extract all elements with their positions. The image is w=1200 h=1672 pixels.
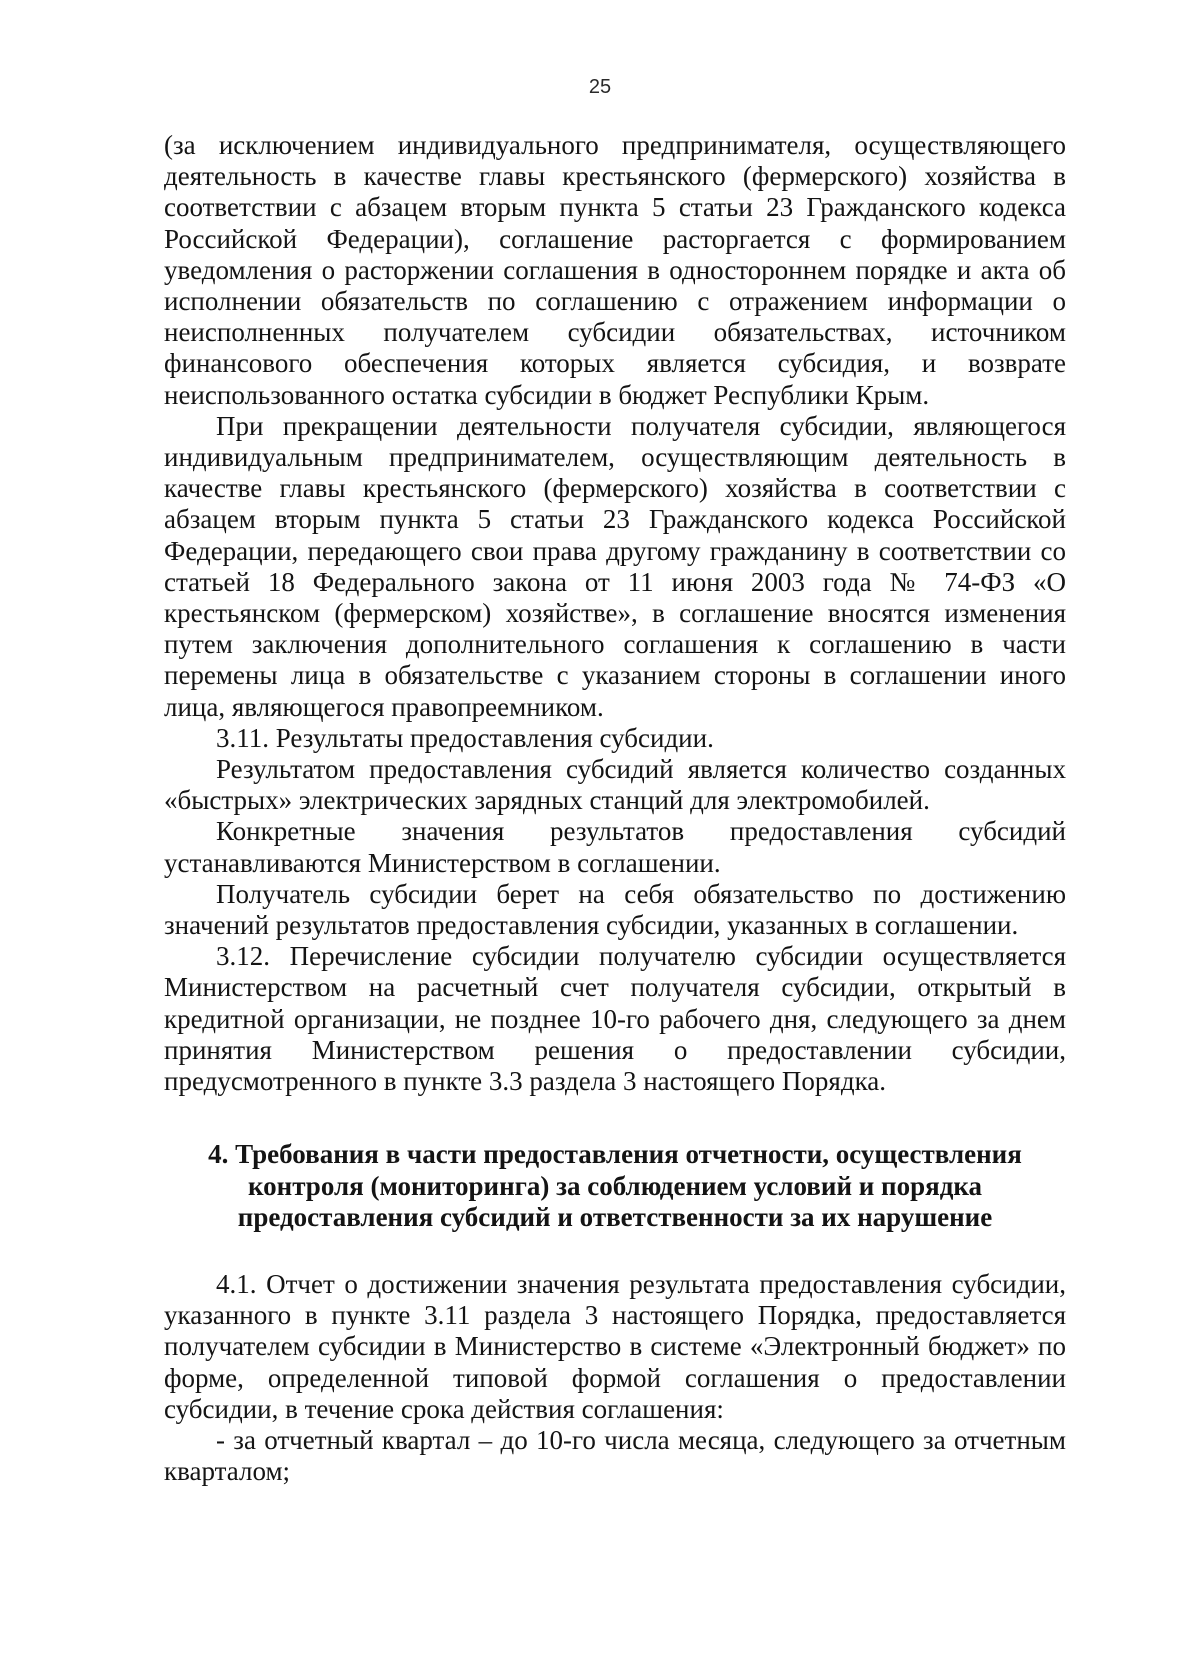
section-heading: 4. Требования в части предоставления отчетности, осуществления контроля (мониторинга) за соблюдением условий и порядка предоставления субсидий и ответственности за их нарушение (208, 1139, 1022, 1232)
paragraph: 4.1. Отчет о достижении значения результата предоставления субсидии, указанного в пункте 3.11 раздела 3 настоящего Порядка, предоставляется получателем субсидии в Министерство в системе «Электронный бюджет» по форме, определенной типовой формой соглашения о предоставлении субсидии, в течение срока действия соглашения: (164, 1268, 1066, 1424)
paragraph: При прекращении деятельности получателя субсидии, являющегося индивидуальным предпринимателем, осуществляющим деятельность в качестве главы крестьянского (фермерского) хозяйства в соответствии с абзацем вторым пункта 5 статьи 23 Гражданского кодекса Российской Федерации, передающего свои права другому гражданину в соответствии со статьей 18 Федерального закона от 11 июня 2003 года № 74-ФЗ «О крестьянском (фермерском) хозяйстве», в соглашение вносятся изменения путем заключения дополнительного соглашения к соглашению в части перемены лица в обязательстве с указанием стороны в соглашении иного лица, являющегося правопреемником. (164, 410, 1066, 722)
paragraph: (за исключением индивидуального предпринимателя, осуществляющего деятельность в качестве главы крестьянского (фермерского) хозяйства в соответствии с абзацем вторым пункта 5 статьи 23 Гражданского кодекса Российской Федерации), соглашение расторгается с формированием уведомления о расторжении соглашения в одностороннем порядке и акта об исполнении обязательств по соглашению с отражением информации о неисполненных получателем субсидии обязательствах, источником финансового обеспечения которых является субсидия, и возврате неиспользованного остатка субсидии в бюджет Республики Крым. (164, 130, 1066, 410)
paragraph: Получатель субсидии берет на себя обязательство по достижению значений результатов предоставления субсидии, указанных в соглашении. (164, 878, 1066, 941)
paragraph: 3.12. Перечисление субсидии получателю субсидии осуществляется Министерством на расчетный счет получателя субсидии, открытый в кредитной организации, не позднее 10-го рабочего дня, следующего за днем принятия Министерством решения о предоставлении субсидии, предусмотренного в пункте 3.3 раздела 3 настоящего Порядка. (164, 941, 1066, 1097)
paragraph: Конкретные значения результатов предоставления субсидий устанавливаются Министерством в соглашении. (164, 816, 1066, 878)
document-body (164, 130, 1066, 1487)
list-item: - за отчетный квартал – до 10-го числа месяца, следующего за отчетным кварталом; (164, 1424, 1066, 1487)
clause-heading: 3.11. Результаты предоставления субсидии. (216, 722, 714, 753)
paragraph: Результатом предоставления субсидий является количество созданных «быстрых» электрических зарядных станций для электромобилей. (164, 754, 1066, 816)
page-number: 25 (588, 76, 612, 98)
